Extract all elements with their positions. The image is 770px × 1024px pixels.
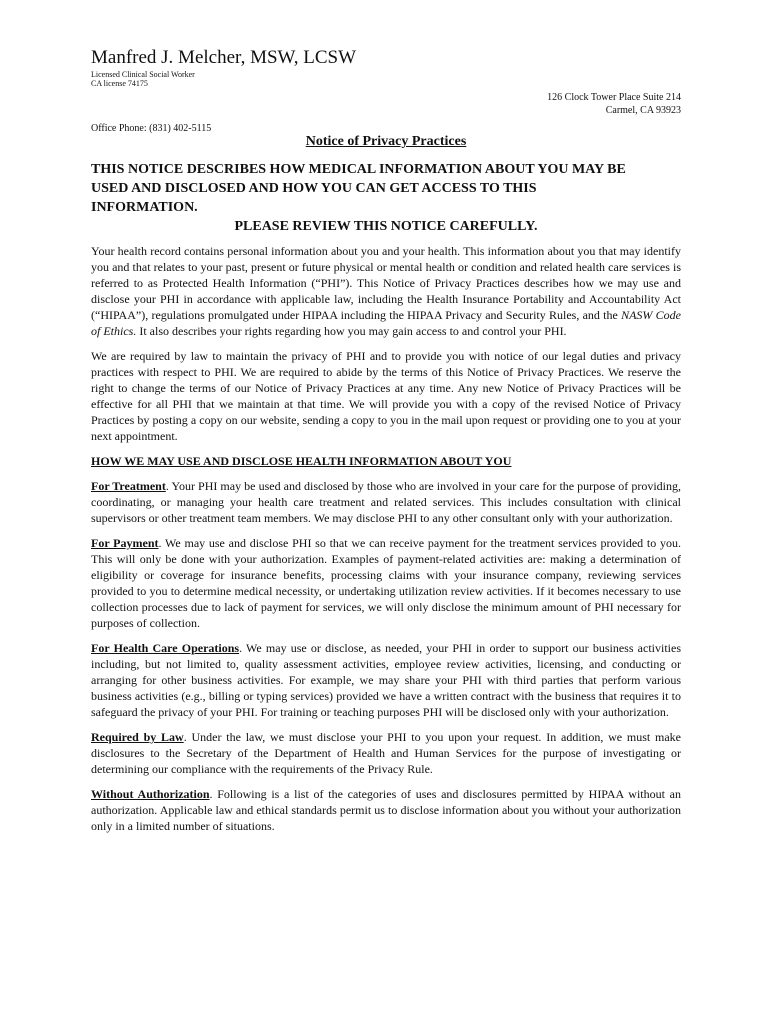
section-text: We may use and disclose PHI so that we can receive payment for the treatment services provided to you. This will only be done with your authorization. Examples of payment-related activities are: making a determination of eligibility or coverage for insurance benefits, processing claims with your insurance company, reviewing services provided to you to determine medical necessity, or undertaking utilization review activities. If it becomes necessary to use collection processes due to lack of payment for services, we will only disclose the minimum amount of PHI necessary for purposes of collection. — [91, 536, 681, 630]
intro-paragraph-1 — [91, 243, 681, 339]
section-lead: For Health Care Operations — [91, 641, 240, 655]
address-line-2: Carmel, CA 93923 — [605, 105, 681, 116]
section-lead: Without Authorization — [91, 787, 210, 801]
intro-text-end: It also describes your rights regarding how you may gain access to and control your PHI. — [136, 324, 567, 338]
author-name: Manfred J. Melcher, MSW, LCSW — [91, 47, 357, 68]
section-punct: . — [239, 641, 243, 655]
intro-paragraph-2: We are required by law to maintain the privacy of PHI and to provide you with notice of our legal duties and privacy practices with respect to PHI. We are required to abide by the terms of this Notice of Privacy Practices. We reserve the right to change the terms of our Notice of Privacy Practices at any time. Any new Notice of Privacy Practices will be effective for all PHI that we maintain at that time. We will provide you with a copy of the revised Notice of Privacy Practices by posting a copy on our website, sending a copy to you in the mail upon request or providing one to you at your next appointment. — [91, 349, 681, 443]
section-punct: . — [183, 730, 187, 744]
license-number: CA license 74175 — [91, 79, 148, 88]
section-text: Following is a list of the categories of uses and disclosures permitted by HIPAA without an authorization. Applicable law and ethical standards permit us to disclose information about you without your authorization only in a limited number of situations. — [91, 787, 681, 833]
intro-text-start: Your health record contains personal information about you and your health. This information about you that may identify you and that relates to your past, present or future physical or mental health or condition and related health care services is referred to as Protected Health Information (“PHI”). This Notice of Privacy Practices describes how we may use and disclose your PHI in accordance with applicable law, including the Health Insurance Portability and Accountability Act (“HIPAA”), regulations promulgated under HIPAA including the HIPAA Privacy and Security Rules, and the — [91, 244, 681, 322]
banner-line-1: THIS NOTICE DESCRIBES HOW MEDICAL INFORMATION ABOUT YOU MAY BE — [91, 162, 626, 177]
section-lead: For Treatment — [91, 479, 166, 493]
section-without-authorization — [91, 786, 681, 834]
banner-review-notice: PLEASE REVIEW THIS NOTICE CAREFULLY. — [234, 219, 538, 234]
office-address — [91, 91, 681, 117]
section-heading: HOW WE MAY USE AND DISCLOSE HEALTH INFORMATION ABOUT YOU — [91, 454, 512, 468]
nasw-code-reference: NASW Code of Ethics. — [91, 308, 682, 338]
section-text: Your PHI may be used and disclosed by those who are involved in your care for the purpose of providing, coordinating, or managing your health care treatment and related services. This includes consultation with clinical supervisors or other treatment team members. We may disclose PHI to any other consultant only with your authorization. — [91, 479, 681, 525]
section-health-care-operations — [91, 640, 681, 720]
banner-line-2: USED AND DISCLOSED AND HOW YOU CAN GET ACCESS TO THIS — [91, 181, 537, 196]
section-treatment — [91, 478, 681, 526]
credential-title: Licensed Clinical Social Worker — [91, 70, 195, 79]
section-text: We may use or disclose, as needed, your PHI in order to support our business activities including, but not limited to, quality assessment activities, employee review activities, licensing, and conducting or arranging for other business activities. For example, we may share your PHI with third parties that perform various business activities (e.g., billing or typing services) provided we have a written contract with the business that requires it to safeguard the privacy of your PHI. For training or teaching purposes PHI will be disclosed only with your authorization. — [91, 641, 681, 719]
section-required-by-law — [91, 729, 681, 777]
section-text: Under the law, we must disclose your PHI to you upon your request. In addition, we must make disclosures to the Secretary of the Department of Health and Human Services for the purpose of investigating or determining our compliance with the requirements of the Privacy Rule. — [91, 730, 681, 776]
notice-banner — [91, 160, 681, 236]
office-phone: Office Phone: (831) 402-5115 — [91, 123, 212, 134]
document-body — [91, 46, 681, 843]
section-lead: Required by Law — [91, 730, 184, 744]
section-punct: . — [158, 536, 162, 550]
document-title: Notice of Privacy Practices — [305, 134, 467, 149]
section-lead: For Payment — [91, 536, 159, 550]
section-payment — [91, 535, 681, 631]
address-line-1: 126 Clock Tower Place Suite 214 — [547, 92, 681, 103]
section-punct: . — [209, 787, 213, 801]
section-punct: . — [165, 479, 169, 493]
banner-line-3: INFORMATION. — [91, 200, 198, 215]
